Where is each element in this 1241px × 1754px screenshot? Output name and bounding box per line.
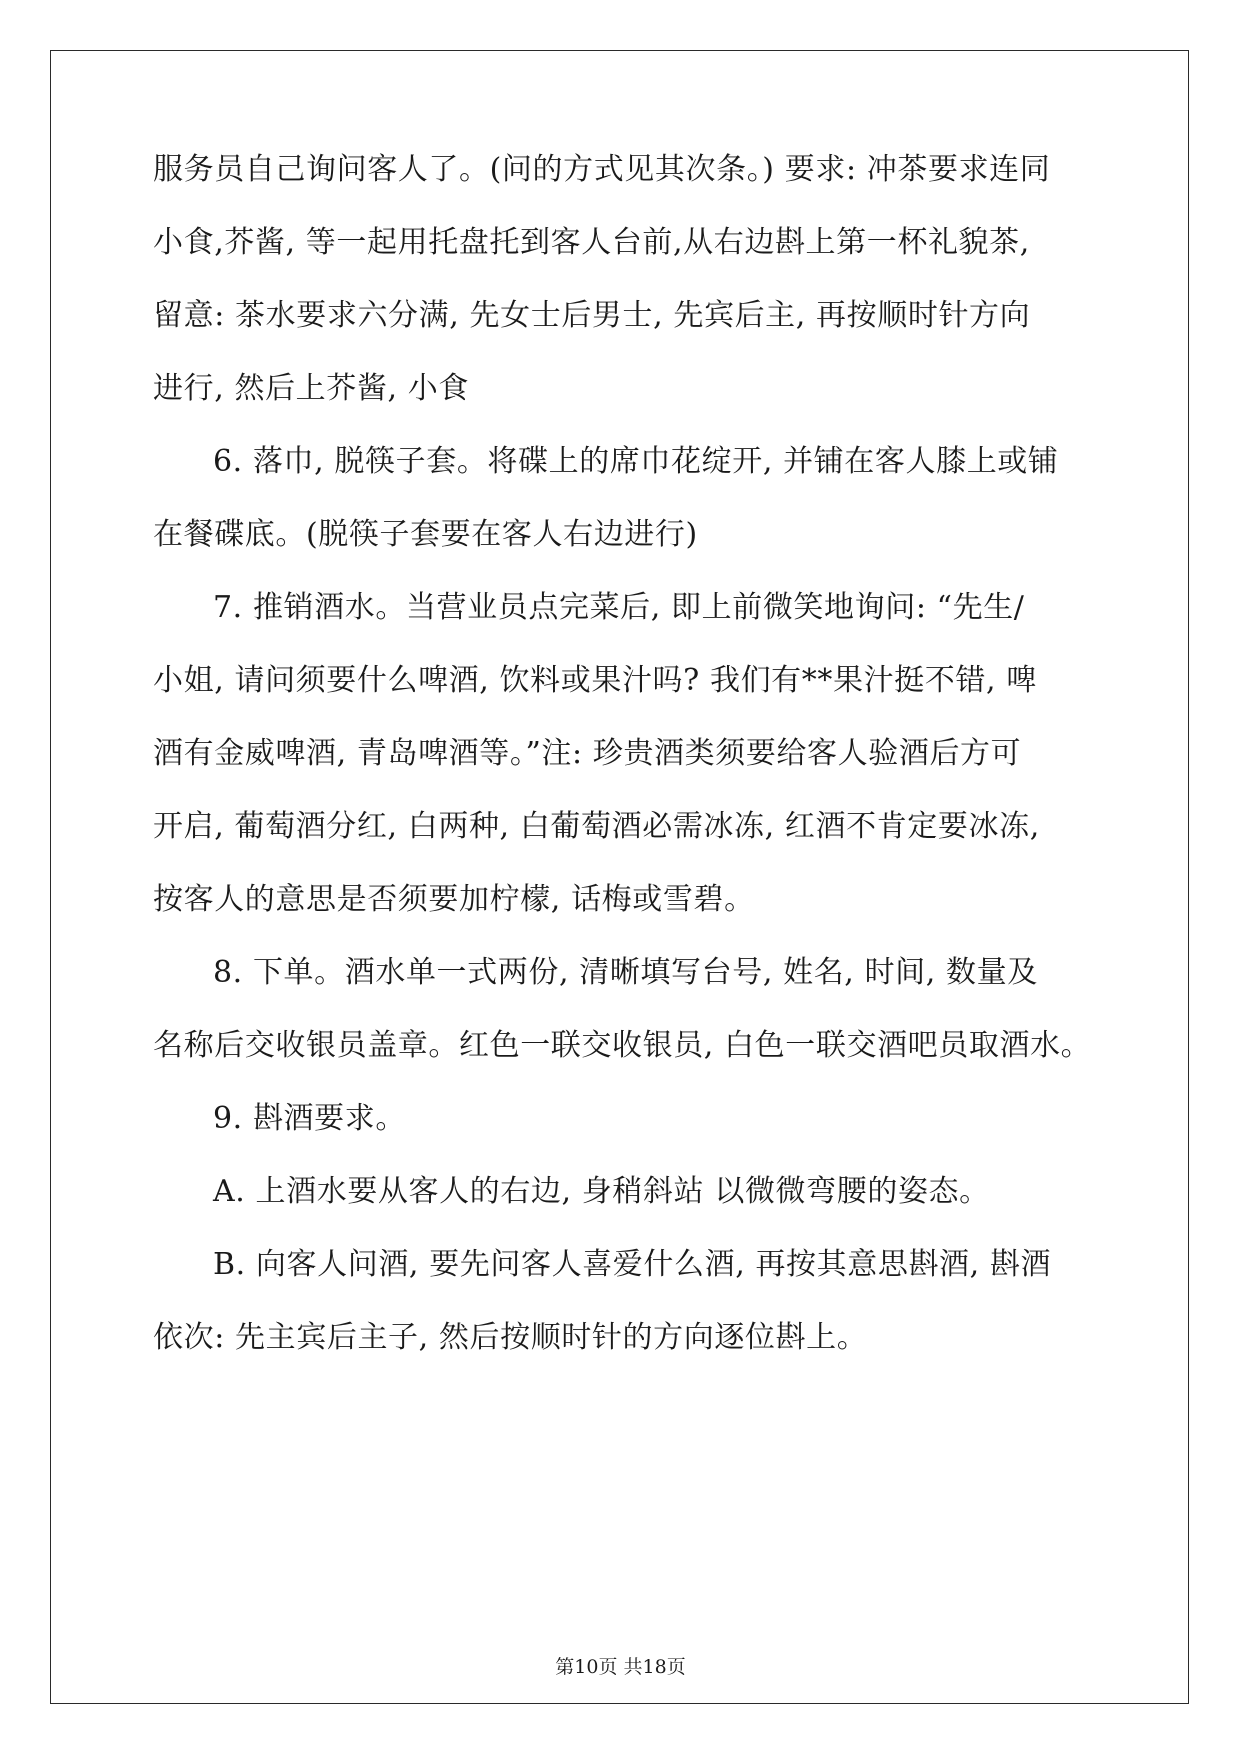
item-7-line-1: 7. 推销酒水。当营业员点完菜后, 即上前微笑地询问: “先生/ bbox=[213, 590, 1025, 625]
item-7-line-3: 酒有金威啤酒, 青岛啤酒等。”注: 珍贵酒类须要给客人验酒后方可 bbox=[153, 736, 1022, 771]
item-9b-line-2: 依次: 先主宾后主子, 然后按顺时针的方向逐位斟上。 bbox=[153, 1320, 868, 1355]
item-6-line-2: 在餐碟底。(脱筷子套要在客人右边进行) bbox=[153, 517, 698, 552]
item-6-line-1: 6. 落巾, 脱筷子套。将碟上的席巾花绽开, 并铺在客人膝上或铺 bbox=[213, 444, 1059, 479]
body-line-3: 留意: 茶水要求六分满, 先女士后男士, 先宾后主, 再按顺时针方向 bbox=[153, 298, 1031, 333]
body-line-1: 服务员自己询问客人了。(问的方式见其次条。) 要求: 冲茶要求连同 bbox=[153, 152, 1051, 187]
item-7-line-2: 小姐, 请问须要什么啤酒, 饮料或果汁吗? 我们有**果汁挺不错, 啤 bbox=[153, 663, 1037, 698]
item-9b-line-1: B. 向客人问酒, 要先问客人喜爱什么酒, 再按其意思斟酒, 斟酒 bbox=[213, 1247, 1052, 1282]
item-9-heading: 9. 斟酒要求。 bbox=[213, 1101, 406, 1136]
item-7-line-5: 按客人的意思是否须要加柠檬, 话梅或雪碧。 bbox=[153, 882, 755, 917]
page-number-footer: 第10页 共18页 bbox=[555, 1656, 686, 1678]
body-line-2: 小食,芥酱, 等一起用托盘托到客人台前,从右边斟上第一杯礼貌茶, bbox=[153, 225, 1030, 260]
item-9a-line: A. 上酒水要从客人的右边, 身稍斜站 以微微弯腰的姿态。 bbox=[213, 1174, 990, 1209]
item-8-line-2: 名称后交收银员盖章。红色一联交收银员, 白色一联交酒吧员取酒水。 bbox=[153, 1028, 1092, 1063]
item-7-line-4: 开启, 葡萄酒分红, 白两种, 白葡萄酒必需冰冻, 红酒不肯定要冰冻, bbox=[153, 809, 1040, 844]
item-8-line-1: 8. 下单。酒水单一式两份, 清晰填写台号, 姓名, 时间, 数量及 bbox=[213, 955, 1038, 990]
body-line-4: 进行, 然后上芥酱, 小食 bbox=[153, 371, 469, 406]
